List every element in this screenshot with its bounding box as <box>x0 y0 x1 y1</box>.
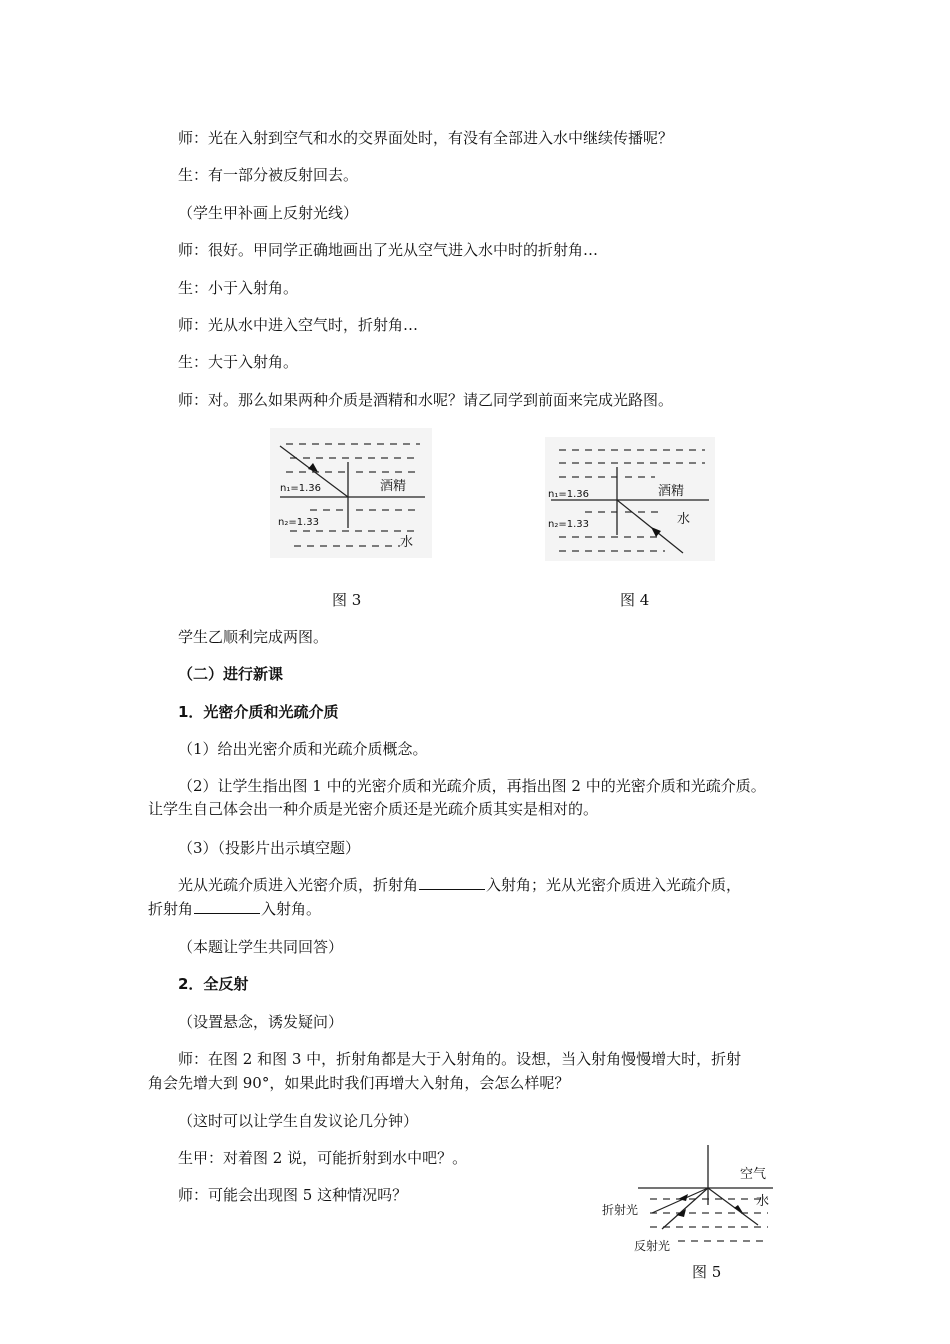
figure-4-diagram <box>545 437 715 561</box>
refracted-light-label: 折射光 <box>602 1203 639 1217</box>
figure-4-caption: 图 4 <box>620 591 650 609</box>
fill-in-question <box>148 899 321 919</box>
dialogue-line: 师：很好。甲同学正确地画出了光从空气进入水中时的折射角… <box>178 241 599 259</box>
reflected-light-label: 反射光 <box>634 1239 671 1253</box>
n1-label: n₁=1.36 <box>548 489 589 500</box>
stage-note: （本题让学生共同回答） <box>178 938 344 956</box>
paragraph: 让学生自己体会出一种介质是光密介质还是光疏介质其实是相对的。 <box>148 800 599 818</box>
n2-label: n₂=1.33 <box>548 519 589 530</box>
water-label: 水 <box>756 1194 770 1209</box>
figure-3 <box>270 428 432 558</box>
dialogue-line: 生：有一部分被反射回去。 <box>178 166 359 184</box>
water-label: 水 <box>400 535 414 550</box>
figure-3-caption: 图 3 <box>332 591 362 609</box>
dialogue-line: 师：可能会出现图 5 这种情况吗？ <box>178 1186 408 1204</box>
question-text: 入射角。 <box>261 900 322 918</box>
n1-label: n₁=1.36 <box>280 483 321 494</box>
alcohol-label: 酒精 <box>658 484 685 499</box>
figure-5 <box>598 1143 798 1259</box>
subsection-heading: 2．全反射 <box>178 975 249 993</box>
subsection-heading: 1．光密介质和光疏介质 <box>178 703 339 721</box>
paragraph: 学生乙顺利完成两图。 <box>178 628 329 646</box>
figure-4 <box>545 437 715 561</box>
question-text: 光从光疏介质进入光密介质，折射角 <box>178 876 419 894</box>
answer-blank[interactable] <box>194 900 260 914</box>
dialogue-line: 角会先增大到 90°，如果此时我们再增大入射角，会怎么样呢？ <box>148 1074 570 1092</box>
paragraph: （3）（投影片出示填空题） <box>178 839 361 857</box>
dialogue-line: 师：在图 2 和图 3 中，折射角都是大于入射角的。设想，当入射角慢慢增大时，折射 <box>178 1050 742 1068</box>
section-heading: （二）进行新课 <box>178 665 284 683</box>
figure-5-diagram <box>598 1143 798 1259</box>
dialogue-line: 师：对。那么如果两种介质是酒精和水呢？请乙同学到前面来完成光路图。 <box>178 391 674 409</box>
question-text: 入射角；光从光密介质进入光疏介质， <box>486 876 742 894</box>
stage-note: （这时可以让学生自发议论几分钟） <box>178 1112 419 1130</box>
alcohol-label: 酒精 <box>380 479 407 494</box>
water-label: 水 <box>677 512 691 527</box>
dialogue-line: 师：光从水中进入空气时，折射角… <box>178 316 419 334</box>
answer-blank[interactable] <box>419 876 485 890</box>
fill-in-question <box>178 875 741 895</box>
figure-3-diagram <box>270 428 432 558</box>
dialogue-line: 生甲：对着图 2 说，可能折射到水中吧？。 <box>178 1149 468 1167</box>
stage-note: （学生甲补画上反射光线） <box>178 204 359 222</box>
stage-note: （设置悬念，诱发疑问） <box>178 1013 344 1031</box>
paragraph: （1）给出光密介质和光疏介质概念。 <box>178 740 428 758</box>
figure-5-caption: 图 5 <box>692 1263 722 1281</box>
n2-label: n₂=1.33 <box>278 517 319 528</box>
dialogue-line: 生：大于入射角。 <box>178 353 299 371</box>
air-label: 空气 <box>740 1167 767 1182</box>
paragraph: （2）让学生指出图 1 中的光密介质和光疏介质，再指出图 2 中的光密介质和光疏介质。 <box>178 777 766 795</box>
question-text: 折射角 <box>148 900 194 918</box>
dialogue-line: 生：小于入射角。 <box>178 279 299 297</box>
dialogue-line: 师：光在入射到空气和水的交界面处时，有没有全部进入水中继续传播呢？ <box>178 129 674 147</box>
